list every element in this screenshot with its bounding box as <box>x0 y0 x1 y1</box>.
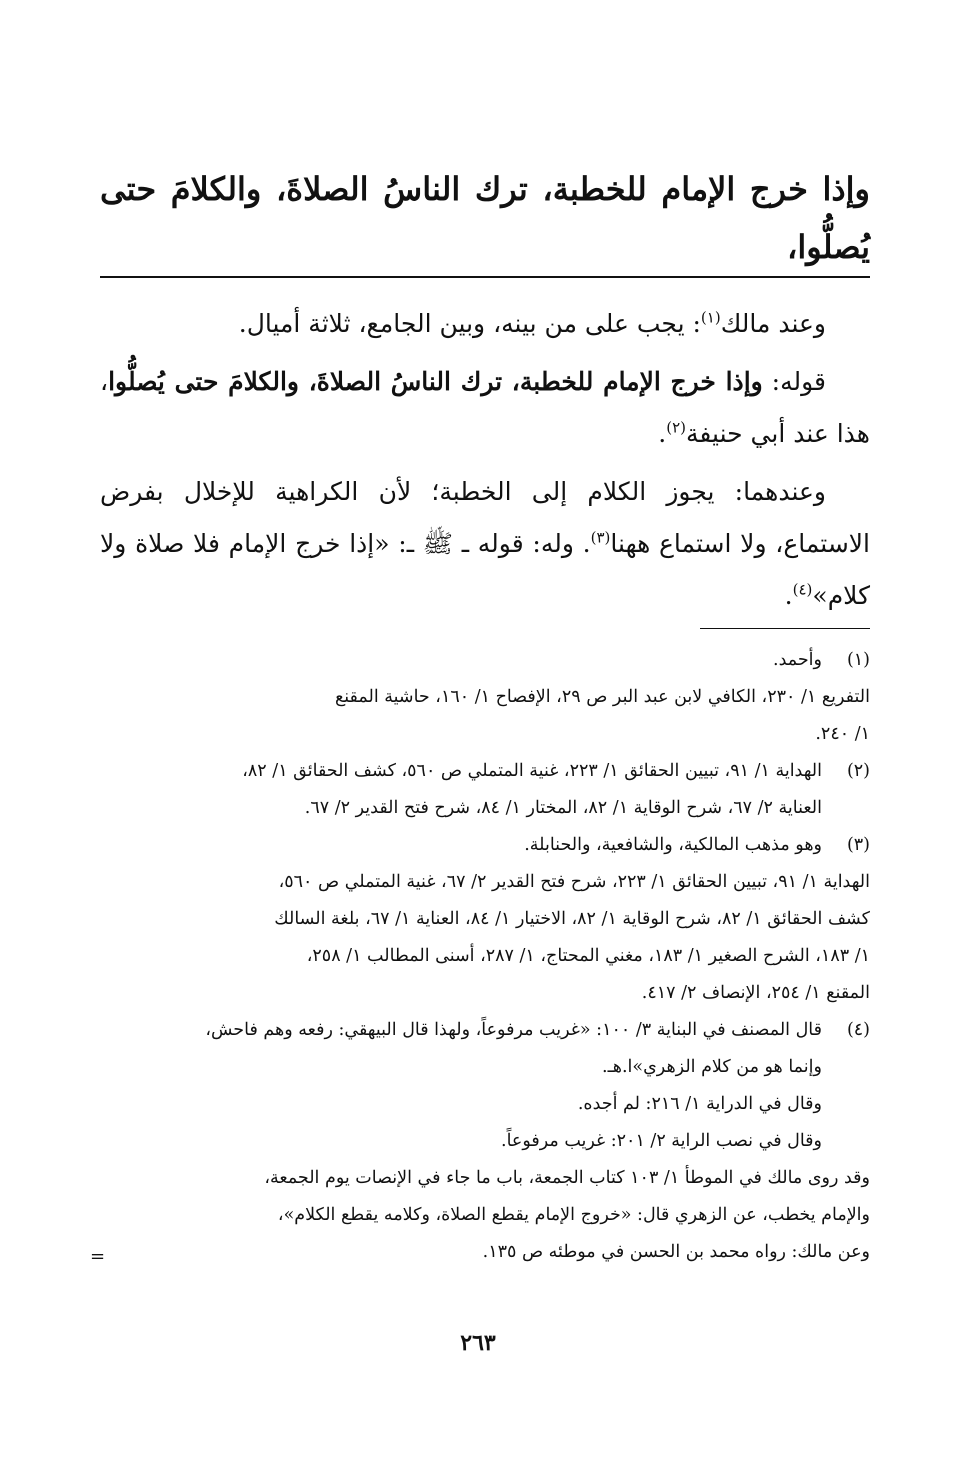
footnote-number: (٢) <box>846 761 870 781</box>
footnote-text: التفريع ١/ ٢٣٠، الكافي لابن عبد البر ص ٢٩، الإفصاح ١/ ١٦٠، حاشية المقنع <box>334 687 870 707</box>
footnote-text: وقال في نصب الراية ٢/ ٢٠١: غريب مرفوعاً. <box>501 1131 822 1151</box>
commentary-paragraph-2 <box>100 356 870 460</box>
footnote-line <box>100 827 870 864</box>
footnote-text: وقال في الدراية ١/ ٢١٦: لم أجده. <box>577 1094 822 1114</box>
footnote-2 <box>100 753 870 827</box>
footnote-text: وقد روى مالك في الموطأ ١/ ١٠٣ كتاب الجمعة، باب ما جاء في الإنصات يوم الجمعة، <box>264 1168 870 1188</box>
footnote-number: (١) <box>846 650 870 670</box>
footnote-text: ١/ ١٨٣، الشرح الصغير ١/ ١٨٣، مغني المحتاج، ١/ ٢٨٧، أسنى المطالب ١/ ٢٥٨، <box>306 946 870 966</box>
footnote-text: الهداية ١/ ٩١، تبيين الحقائق ١/ ٢٢٣، شرح فتح القدير ٢/ ٦٧، غنية المتملي ص ٥٦٠، <box>278 872 870 892</box>
footnote-text: المقنع ١/ ٢٥٤، الإنصاف ٢/ ٤١٧. <box>641 983 870 1003</box>
commentary-text: وعندهما: يجوز الكلام إلى الخطبة؛ لأن الكراهية للإخلال بفرض الاستماع، ولا استماع ههنا <box>100 477 871 558</box>
footnotes <box>100 642 870 1271</box>
commentary-text: قوله: <box>762 367 826 396</box>
footnote-text: كشف الحقائق ١/ ٨٢، شرح الوقاية ١/ ٨٢، الاختيار ١/ ٨٤، العناية ١/ ٦٧، بلغة السالك <box>274 909 870 929</box>
footnote-text: ١/ ٢٤٠. <box>815 724 870 744</box>
page-number: ٢٦٣ <box>460 1330 496 1356</box>
commentary-text: ، هذا عند أبي حنيفة <box>100 367 870 448</box>
continuation-mark: = <box>90 1246 106 1267</box>
commentary-paragraph-1 <box>100 298 870 350</box>
footnote-text: الهداية ١/ ٩١، تبيين الحقائق ١/ ٢٢٣، غنية المتملي ص ٥٦٠، كشف الحقائق ١/ ٨٢، <box>242 761 822 781</box>
footnote-text: العناية ٢/ ٦٧، شرح الوقاية ١/ ٨٢، المختار ١/ ٨٤، شرح فتح القدير ٢/ ٦٧. <box>304 798 822 818</box>
footnote-3 <box>100 827 870 1012</box>
matn-text <box>100 160 870 276</box>
commentary-text: : يجب على من بينه، وبين الجامع، ثلاثة أميال. <box>238 309 701 338</box>
footnote-line <box>100 642 870 679</box>
matn-separator-rule <box>100 276 870 278</box>
commentary-text: . <box>784 581 793 610</box>
commentary <box>100 298 870 628</box>
footnote-4 <box>100 1012 870 1271</box>
matn-line: وإذا خرج الإمام للخطبة، ترك الناسُ الصلاةَ، والكلامَ حتى يُصلُّوا، <box>100 170 870 266</box>
footnote-number: (٤) <box>846 1020 870 1040</box>
quoted-matn: وإذا خرج الإمام للخطبة، ترك الناسُ الصلاةَ، والكلامَ حتى يُصلُّوا <box>108 367 763 396</box>
footnote-ref-1[interactable]: (١) <box>700 308 721 327</box>
footnote-ref-2[interactable]: (٢) <box>666 418 686 437</box>
footnote-1 <box>100 642 870 753</box>
footnote-ref-4[interactable]: (٤) <box>792 580 813 599</box>
footnote-line <box>100 753 870 790</box>
footnote-text: وعن مالك: رواه محمد بن الحسن في موطئه ص ١٣٥. <box>482 1242 870 1262</box>
commentary-text: وعند مالك <box>720 309 826 338</box>
footnote-text: وأحمد. <box>773 650 822 670</box>
footnote-ref-3[interactable]: (٣) <box>590 528 611 547</box>
footnote-line <box>100 1012 870 1049</box>
footnote-separator-rule <box>700 628 870 629</box>
footnote-text: قال المصنف في البناية ٣/ ١٠٠: «غريب مرفوعاً، ولهذا قال البيهقي: رفعه وهم فاحش، <box>205 1020 822 1040</box>
footnote-number: (٣) <box>846 835 870 855</box>
footnote-text: وإنما هو من كلام الزهري»ا.هـ. <box>602 1057 822 1077</box>
footnote-text: وهو مذهب المالكية، والشافعية، والحنابلة. <box>524 835 822 855</box>
footnote-text: والإمام يخطب، عن الزهري قال: «خروج الإمام يقطع الصلاة، وكلامه يقطع الكلام»، <box>277 1205 870 1225</box>
commentary-text: . وله: قوله ـ ﷺ ـ: «إذا خرج الإمام فلا صلاة ولا كلام» <box>100 529 870 610</box>
commentary-paragraph-3 <box>100 466 870 622</box>
commentary-text: . <box>658 419 667 448</box>
